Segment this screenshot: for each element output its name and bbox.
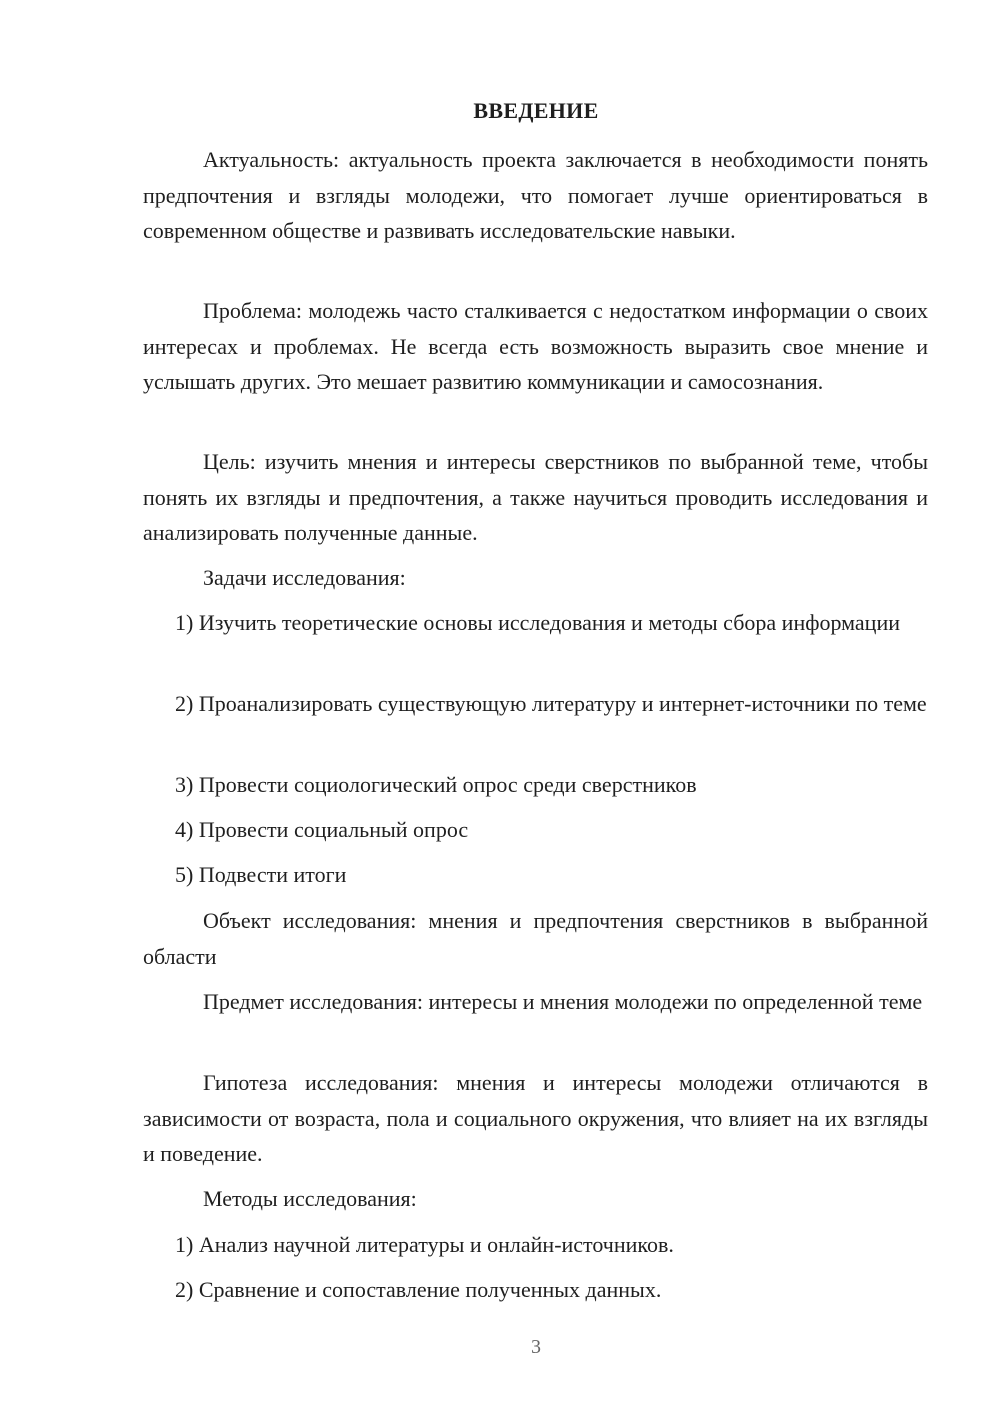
paragraph-problem: Проблема: молодежь часто сталкивается с недостатком информации о своих интересах и проблемах. Не всегда есть возможность выразить свое мнение и услышать других. Это мешает развитию коммуникации и самосознания. [143, 298, 928, 394]
task-item-3: 3) Провести социологический опрос среди сверстников [175, 772, 697, 797]
method-item-1: 1) Анализ научной литературы и онлайн-источников. [175, 1232, 674, 1257]
section-title: ВВЕДЕНИЕ [473, 98, 599, 123]
task-item-4: 4) Провести социальный опрос [175, 817, 469, 842]
tasks-heading: Задачи исследования: [203, 565, 406, 590]
paragraph-goal: Цель: изучить мнения и интересы сверстников по выбранной теме, чтобы понять их взгляды и предпочтения, а также научиться проводить исследования и анализировать полученные данные. [143, 449, 928, 545]
paragraph-object: Объект исследования: мнения и предпочтения сверстников в выбранной области [143, 908, 928, 969]
page-number: 3 [531, 1336, 541, 1358]
paragraph-relevance: Актуальность: актуальность проекта заключается в необходимости понять предпочтения и взгляды молодежи, что помогает лучше ориентироваться в современном обществе и развивать исследовательские навыки. [143, 147, 928, 243]
methods-heading: Методы исследования: [203, 1186, 417, 1211]
task-item-5: 5) Подвести итоги [175, 862, 347, 887]
paragraph-subject: Предмет исследования: интересы и мнения молодежи по определенной теме [203, 989, 923, 1014]
method-item-2: 2) Сравнение и сопоставление полученных данных. [175, 1277, 662, 1302]
task-item-2: 2) Проанализировать существующую литературу и интернет-источники по теме [175, 691, 927, 716]
task-item-1: 1) Изучить теоретические основы исследования и методы сбора информации [175, 610, 901, 635]
paragraph-hypothesis: Гипотеза исследования: мнения и интересы молодежи отличаются в зависимости от возраста, пола и социального окружения, что влияет на их взгляды и поведение. [143, 1070, 928, 1166]
